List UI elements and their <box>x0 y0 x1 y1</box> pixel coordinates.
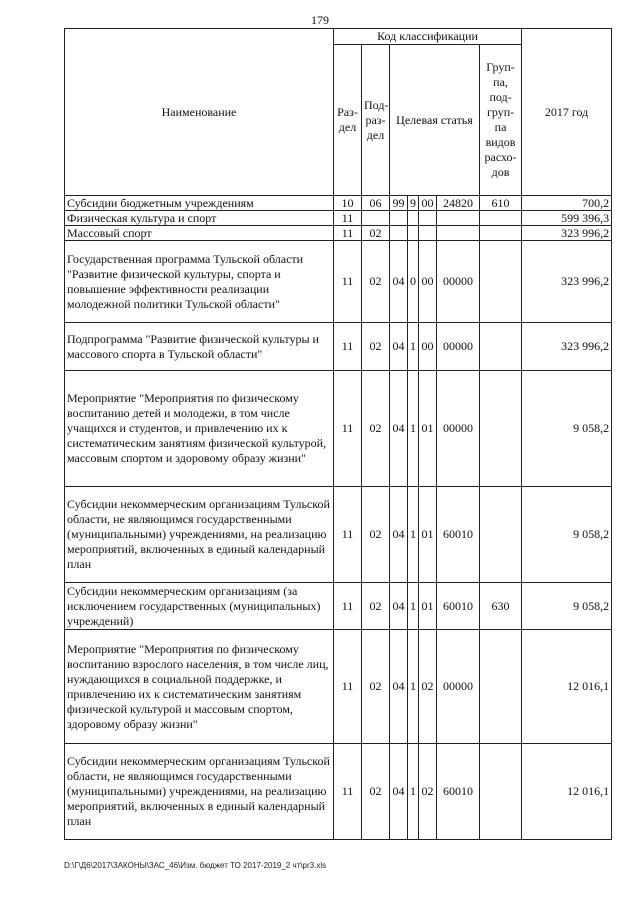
row-subsection: 06 <box>362 196 390 211</box>
row-target-direction: 60010 <box>437 583 480 630</box>
row-target-subprogram: 1 <box>408 630 419 744</box>
table-row <box>65 487 612 583</box>
row-section: 11 <box>334 744 362 840</box>
page-number: 179 <box>311 13 329 27</box>
row-target-program: 04 <box>390 241 408 323</box>
row-name: Подпрограмма "Развитие физической культуры и массового спорта в Тульской области" <box>65 323 334 371</box>
row-expense-group: 610 <box>480 196 522 211</box>
row-expense-group: 630 <box>480 583 522 630</box>
row-amount: 700,2 <box>522 196 612 211</box>
row-target-event: 02 <box>419 744 437 840</box>
row-name: Субсидии некоммерческим организациям Тульской области, не являющимся государственными (муниципальными) учреждениями, на реализацию мероприятий, включенных в единый календарный план <box>65 487 334 583</box>
row-section: 11 <box>334 583 362 630</box>
row-name: Государственная программа Тульской области "Развитие физической культуры, спорта и повышение эффективности реализации молодежной политики Тульской области" <box>65 241 334 323</box>
row-target-event <box>419 226 437 241</box>
row-target-direction <box>437 211 480 226</box>
row-amount: 12 016,1 <box>522 630 612 744</box>
row-expense-group <box>480 323 522 371</box>
row-target-program: 99 <box>390 196 408 211</box>
table-row <box>65 226 612 241</box>
row-section: 11 <box>334 323 362 371</box>
file-path-footer: D:\Г\Д6\2017\ЗАКОНЫ\ЗАС_46\Изм. бюджет ТО 2017-2019_2 чт\pr3.xls <box>64 861 327 870</box>
row-name: Субсидии некоммерческим организациям (за исключением государственных (муниципальных) учреждений) <box>65 583 334 630</box>
row-target-event: 01 <box>419 583 437 630</box>
table-row <box>65 196 612 211</box>
row-target-subprogram: 0 <box>408 241 419 323</box>
row-target-program: 04 <box>390 583 408 630</box>
row-target-subprogram <box>408 226 419 241</box>
row-section: 10 <box>334 196 362 211</box>
table-row <box>65 630 612 744</box>
row-target-direction: 00000 <box>437 371 480 487</box>
row-expense-group <box>480 371 522 487</box>
row-name: Субсидии бюджетным учреждениям <box>65 196 334 211</box>
row-target-direction: 00000 <box>437 630 480 744</box>
row-target-event: 00 <box>419 196 437 211</box>
row-target-subprogram: 1 <box>408 744 419 840</box>
row-target-program: 04 <box>390 487 408 583</box>
row-target-direction: 00000 <box>437 323 480 371</box>
row-subsection: 02 <box>362 371 390 487</box>
row-subsection: 02 <box>362 226 390 241</box>
row-target-direction: 60010 <box>437 487 480 583</box>
row-section: 11 <box>334 211 362 226</box>
row-target-program <box>390 226 408 241</box>
row-subsection: 02 <box>362 583 390 630</box>
row-amount: 12 016,1 <box>522 744 612 840</box>
header-name: Наименование <box>65 29 334 196</box>
row-target-subprogram: 1 <box>408 487 419 583</box>
row-name: Массовый спорт <box>65 226 334 241</box>
row-name: Субсидии некоммерческим организациям Тульской области, не являющимся государственными (муниципальными) учреждениями, на реализацию мероприятий, включенных в единый календарный план <box>65 744 334 840</box>
row-subsection: 02 <box>362 323 390 371</box>
row-target-subprogram: 1 <box>408 583 419 630</box>
row-target-direction: 60010 <box>437 744 480 840</box>
row-section: 11 <box>334 371 362 487</box>
row-name: Мероприятие "Мероприятия по физическому воспитанию взрослого населения, в том числе лиц, нуждающихся в социальной поддержке, и привлечению их к систематическим занятиям физической культурой и массовым спортом, здоровому образу жизни" <box>65 630 334 744</box>
row-expense-group <box>480 487 522 583</box>
row-amount: 599 396,3 <box>522 211 612 226</box>
row-section: 11 <box>334 226 362 241</box>
table-row <box>65 241 612 323</box>
row-subsection: 02 <box>362 241 390 323</box>
row-target-program: 04 <box>390 744 408 840</box>
row-expense-group <box>480 226 522 241</box>
table-row <box>65 371 612 487</box>
header-section: Раз- дел <box>334 45 362 196</box>
row-amount: 9 058,2 <box>522 371 612 487</box>
row-target-event: 02 <box>419 630 437 744</box>
header-subsection: Под- раз- дел <box>362 45 390 196</box>
row-target-program: 04 <box>390 371 408 487</box>
row-section: 11 <box>334 487 362 583</box>
table-row <box>65 744 612 840</box>
row-amount: 323 996,2 <box>522 226 612 241</box>
row-expense-group <box>480 211 522 226</box>
row-target-direction: 00000 <box>437 241 480 323</box>
row-subsection <box>362 211 390 226</box>
header-expense-group: Груп- па, под- груп- па видов расхо- дов <box>480 45 522 196</box>
header-target-article: Целевая статья <box>390 45 480 196</box>
row-amount: 9 058,2 <box>522 487 612 583</box>
row-target-program: 04 <box>390 323 408 371</box>
header-year: 2017 год <box>522 29 612 196</box>
row-section: 11 <box>334 630 362 744</box>
row-amount: 323 996,2 <box>522 241 612 323</box>
table-row <box>65 323 612 371</box>
row-amount: 323 996,2 <box>522 323 612 371</box>
table-row <box>65 211 612 226</box>
row-name: Физическая культура и спорт <box>65 211 334 226</box>
row-target-event: 01 <box>419 371 437 487</box>
row-expense-group <box>480 241 522 323</box>
row-target-event: 00 <box>419 323 437 371</box>
row-amount: 9 058,2 <box>522 583 612 630</box>
row-target-program <box>390 211 408 226</box>
row-target-direction <box>437 226 480 241</box>
row-target-subprogram <box>408 211 419 226</box>
row-target-subprogram: 1 <box>408 323 419 371</box>
row-target-direction: 24820 <box>437 196 480 211</box>
header-classification-code: Код классификации <box>334 29 522 45</box>
row-section: 11 <box>334 241 362 323</box>
row-name: Мероприятие "Мероприятия по физическому воспитанию детей и молодежи, в том числе учащихся и студентов, и привлечению их к систематическим занятиям физической культурой, массовым спортом и здоровому образу жизни" <box>65 371 334 487</box>
budget-table <box>64 28 612 840</box>
row-target-event <box>419 211 437 226</box>
row-target-subprogram: 1 <box>408 371 419 487</box>
row-expense-group <box>480 744 522 840</box>
table-row <box>65 583 612 630</box>
row-target-program: 04 <box>390 630 408 744</box>
row-subsection: 02 <box>362 744 390 840</box>
row-expense-group <box>480 630 522 744</box>
row-target-subprogram: 9 <box>408 196 419 211</box>
row-subsection: 02 <box>362 487 390 583</box>
row-target-event: 01 <box>419 487 437 583</box>
row-target-event: 00 <box>419 241 437 323</box>
row-subsection: 02 <box>362 630 390 744</box>
